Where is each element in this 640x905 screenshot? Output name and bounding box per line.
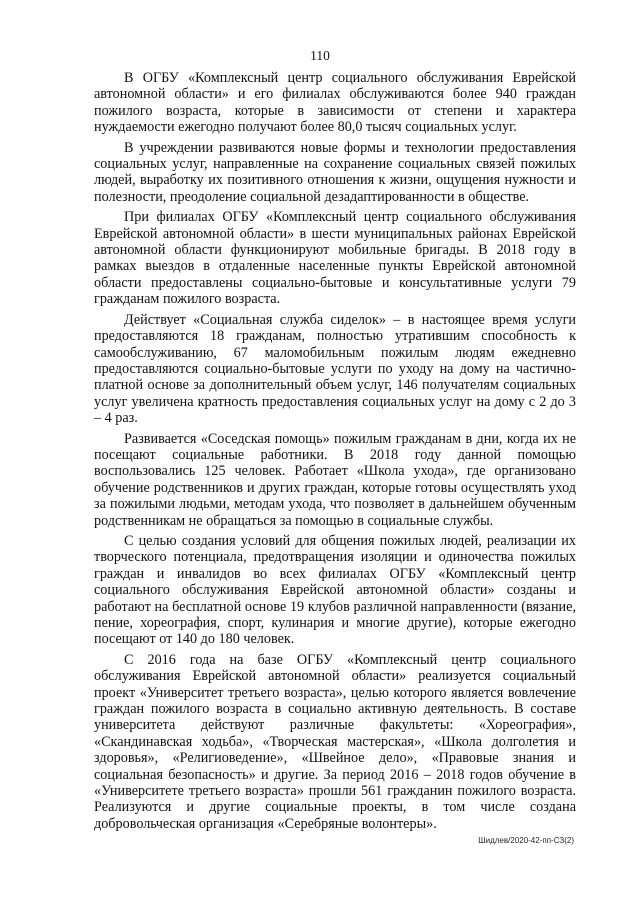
document-body <box>94 70 576 836</box>
paragraph-clubs: С целью создания условий для общения пожилых людей, реализации их творческого потенциала, предотвращения изоляции и одиночества пожилых граждан и инвалидов во всех филиалах ОГБУ «Комплексный центр социального обслуживания Еврейской автономной области» созданы и работают на бесплатной основе 19 клубов различной направленности (вязание, пение, хореография, спорт, кулинария и многие другие), которые ежегодно посещают от 140 до 180 человек. <box>94 532 576 648</box>
paragraph-mobile-brigades: При филиалах ОГБУ «Комплексный центр социального обслуживания Еврейской автономной области» в шести муниципальных районах Еврейской автономной области функционируют мобильные бригады. В 2018 году в рамках выездов в отдаленные населенные пункты Еврейской автономной области предоставлены социально-бытовые и консультативные услуги 79 гражданам пожилого возраста. <box>94 209 576 308</box>
page-number: 110 <box>310 48 330 63</box>
paragraph-neighbor-help: Развивается «Соседская помощь» пожилым гражданам в дни, когда их не посещают социальные работники. В 2018 году данной помощью воспользовались 125 человек. Работает «Школа ухода», где организовано обучение родственников и других граждан, которые готовы осуществлять уход за пожилыми людьми, методам ухода, что позволяет в дальнейшем обученным родственникам не обращаться за помощью в социальные службы. <box>94 430 576 529</box>
paragraph-center-overview: В ОГБУ «Комплексный центр социального обслуживания Еврейской автономной области» и его филиалах обслуживаются более 940 граждан пожилого возраста, которые в зависимости от степени и характера нуждаемости ежегодно получают более 80,0 тысяч социальных услуг. <box>94 70 576 136</box>
paragraph-caregiver-service: Действует «Социальная служба сиделок» – в настоящее время услуги предоставляются 18 гражданам, полностью утратившим способность к самообслуживанию, 67 маломобильным пожилым людям ежедневно предоставляются социально-бытовые услуги по уходу на дому на частично-платной основе за дополнительный объем услуг, 146 получателям социальных услуг увеличена кратность предоставления социальных услуг на дому с 2 до 3 – 4 раз. <box>94 311 576 427</box>
paragraph-new-forms: В учреждении развиваются новые формы и технологии предоставления социальных услуг, направленные на сохранение социальных связей пожилых людей, выработку их позитивного отношения к жизни, ощущения нужности и полезности, преодоление социальной дезадаптированности в обществе. <box>94 139 576 205</box>
paragraph-university-third-age: С 2016 года на базе ОГБУ «Комплексный центр социального обслуживания Еврейской автономной области» реализуется социальный проект «Университет третьего возраста», целью которого является вовлечение граждан пожилого возраста в социально активную деятельность. В составе университета действуют различные факультеты: «Хореография», «Скандинавская ходьба», «Творческая мастерская», «Школа долголетия и здоровья», «Религиоведение», «Швейное дело», «Правовые знания и социальная безопасность» и другие. За период 2016 – 2018 годов обучение в «Университете третьего возраста» прошли 561 гражданин пожилого возраста. Реализуются и другие социальные проекты, в том числе создана добровольческая организация «Серебряные волонтеры». <box>94 651 576 832</box>
footer-document-code: Шидлев/2020-42-пп-СЗ(2) <box>478 836 574 845</box>
